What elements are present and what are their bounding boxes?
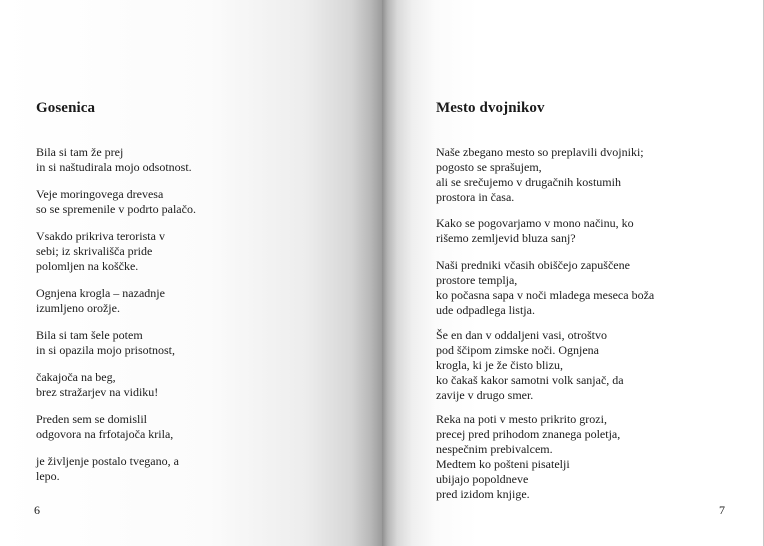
poem-title-gosenica: Gosenica [36,100,96,116]
poem-line: nespečnim prebivalcem. [436,442,553,456]
page-number-right: 7 [719,503,725,517]
poem-line: precej pred prihodom znanega poletja, [436,427,621,441]
poem-line: zavije v drugo smer. [436,388,534,402]
poem-line: in si opazila mojo prisotnost, [36,343,175,357]
poem-line: je življenje postalo tvegano, a [36,454,179,468]
stanza-2 [436,216,634,246]
poem-line: Ognjena krogla – nazadnje [36,286,165,300]
stanza-7 [36,412,173,442]
poem-line: ubijajo popoldneve [436,472,529,486]
poem-line: pogosto se sprašujem, [436,160,542,174]
poem-line: pred izidom knjige. [436,487,530,501]
poem-line: krogla, ki je že čisto blizu, [436,358,563,372]
poem-line: ude odpadlega listja. [436,303,535,317]
poem-line: polomljen na koščke. [36,259,139,273]
poem-line: rišemo zemljevid bluza sanj? [436,231,576,245]
stanza-4 [36,286,165,316]
stanza-3 [36,229,165,274]
poem-line: čakajoča na beg, [36,370,116,384]
poem-line: odgovora na frfotajoča krila, [36,427,174,441]
poem-line: lepo. [36,469,60,483]
stanza-1 [436,145,644,205]
poem-line: Bila si tam že prej [36,145,124,159]
page-number-left: 6 [34,503,40,517]
stanza-2 [36,187,196,217]
poem-line: brez stražarjev na vidiku! [36,385,159,399]
poem-line: pod ščipom zimske noči. Ognjena [436,343,599,357]
poem-title-mesto-dvojnikov: Mesto dvojnikov [436,100,545,116]
right-page [382,0,764,546]
poem-line: Preden sem se domislil [36,412,147,426]
poem-line: Bila si tam šele potem [36,328,143,342]
stanza-5 [436,412,620,502]
stanza-1 [36,145,192,175]
poem-line: izumljeno orožje. [36,301,120,315]
poem-line: Naše zbegano mesto so preplavili dvojniki; [436,145,644,159]
stanza-8 [36,454,179,484]
poem-line: Še en dan v oddaljeni vasi, otroštvo [436,328,607,342]
poem-line: ko počasna sapa v noči mladega meseca boža [436,288,655,302]
poem-line: sebi; iz skrivališča pride [36,244,153,258]
poem-line: Medtem ko pošteni pisatelji [436,457,570,471]
poem-line: so se spremenile v podrto palačo. [36,202,196,216]
poem-line: Naši predniki včasih obiščejo zapuščene [436,258,630,272]
poem-line: Veje moringovega drevesa [36,187,164,201]
poem-line: prostora in časa. [436,190,515,204]
poem-line: ko čakaš kakor samotni volk sanjač, da [436,373,624,387]
stanza-6 [36,370,158,400]
stanza-5 [36,328,175,358]
poem-line: prostore templja, [436,273,518,287]
stanza-3 [436,258,654,318]
poem-line: Kako se pogovarjamo v mono načinu, ko [436,216,634,230]
poem-line: ali se srečujemo v drugačnih kostumih [436,175,621,189]
stanza-4 [436,328,624,403]
poem-line: Vsakdo prikriva terorista v [36,229,165,243]
poem-line: Reka na poti v mesto prikrito grozi, [436,412,607,426]
poem-line: in si naštudirala mojo odsotnost. [36,160,192,174]
